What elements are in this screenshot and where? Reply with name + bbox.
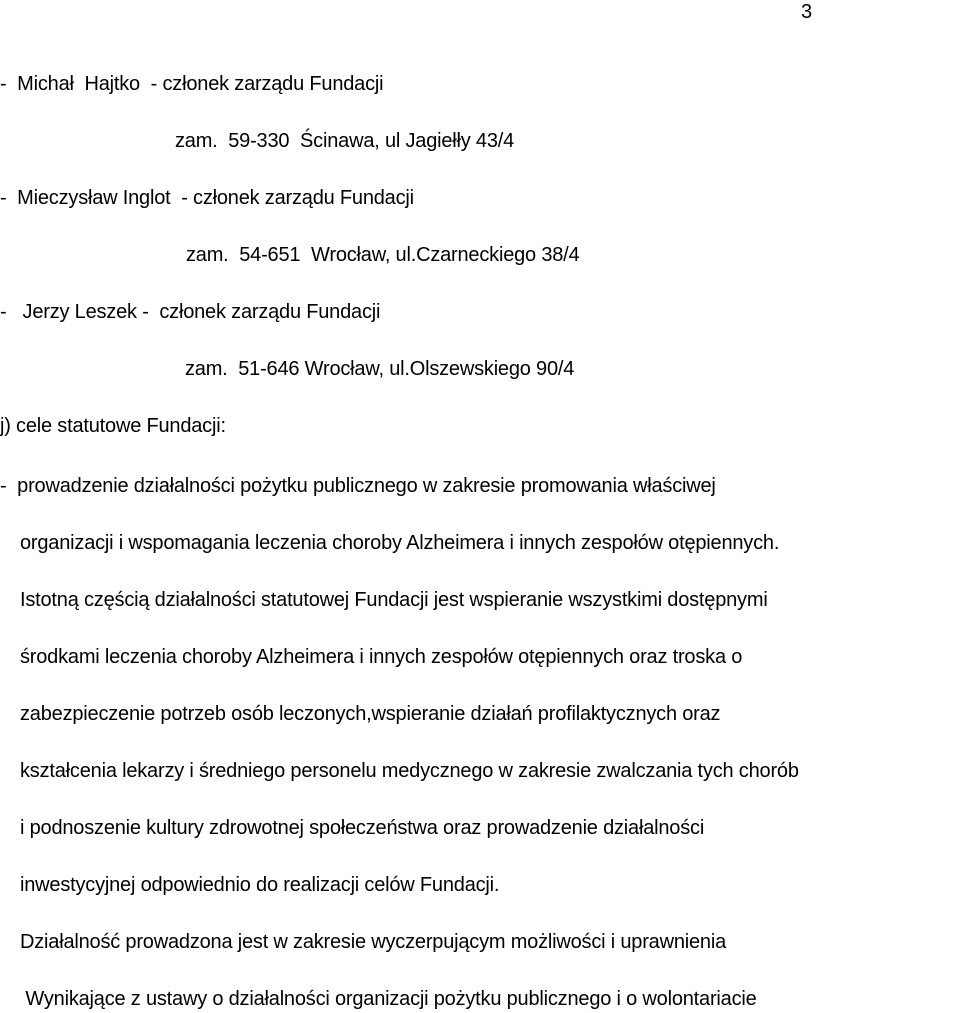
section-heading: j) cele statutowe Fundacji:	[0, 415, 226, 437]
board-member-2-address: zam. 54-651 Wrocław, ul.Czarneckiego 38/4	[186, 244, 580, 266]
board-member-1-name: - Michał Hajtko - członek zarządu Fundacji	[0, 73, 384, 95]
paragraph-line: Działalność prowadzona jest w zakresie wyczerpującym możliwości i uprawnienia	[20, 931, 726, 953]
paragraph-line: i podnoszenie kultury zdrowotnej społeczeństwa oraz prowadzenie działalności	[20, 817, 705, 839]
paragraph-line: Istotną częścią działalności statutowej Fundacji jest wspieranie wszystkimi dostępnymi	[20, 589, 768, 611]
paragraph-line: - prowadzenie działalności pożytku publicznego w zakresie promowania właściwej	[0, 475, 716, 497]
paragraph-line: Wynikające z ustawy o działalności organizacji pożytku publicznego i o wolontariacie	[20, 988, 757, 1010]
page-number: 3	[801, 1, 813, 23]
paragraph-line: środkami leczenia choroby Alzheimera i innych zespołów otępiennych oraz troska o	[20, 646, 743, 668]
board-member-3-name: - Jerzy Leszek - członek zarządu Fundacji	[0, 301, 381, 323]
board-member-1-address: zam. 59-330 Ścinawa, ul Jagiełły 43/4	[175, 130, 515, 152]
paragraph-line: kształcenia lekarzy i średniego personelu medycznego w zakresie zwalczania tych chorób	[20, 760, 799, 782]
board-member-2-name: - Mieczysław Inglot - członek zarządu Fundacji	[0, 187, 414, 209]
paragraph-line: zabezpieczenie potrzeb osób leczonych,wspieranie działań profilaktycznych oraz	[20, 703, 721, 725]
paragraph-line: inwestycyjnej odpowiednio do realizacji celów Fundacji.	[20, 874, 500, 896]
paragraph-line: organizacji i wspomagania leczenia choroby Alzheimera i innych zespołów otępiennych.	[20, 532, 780, 554]
board-member-3-address: zam. 51-646 Wrocław, ul.Olszewskiego 90/4	[185, 358, 575, 380]
